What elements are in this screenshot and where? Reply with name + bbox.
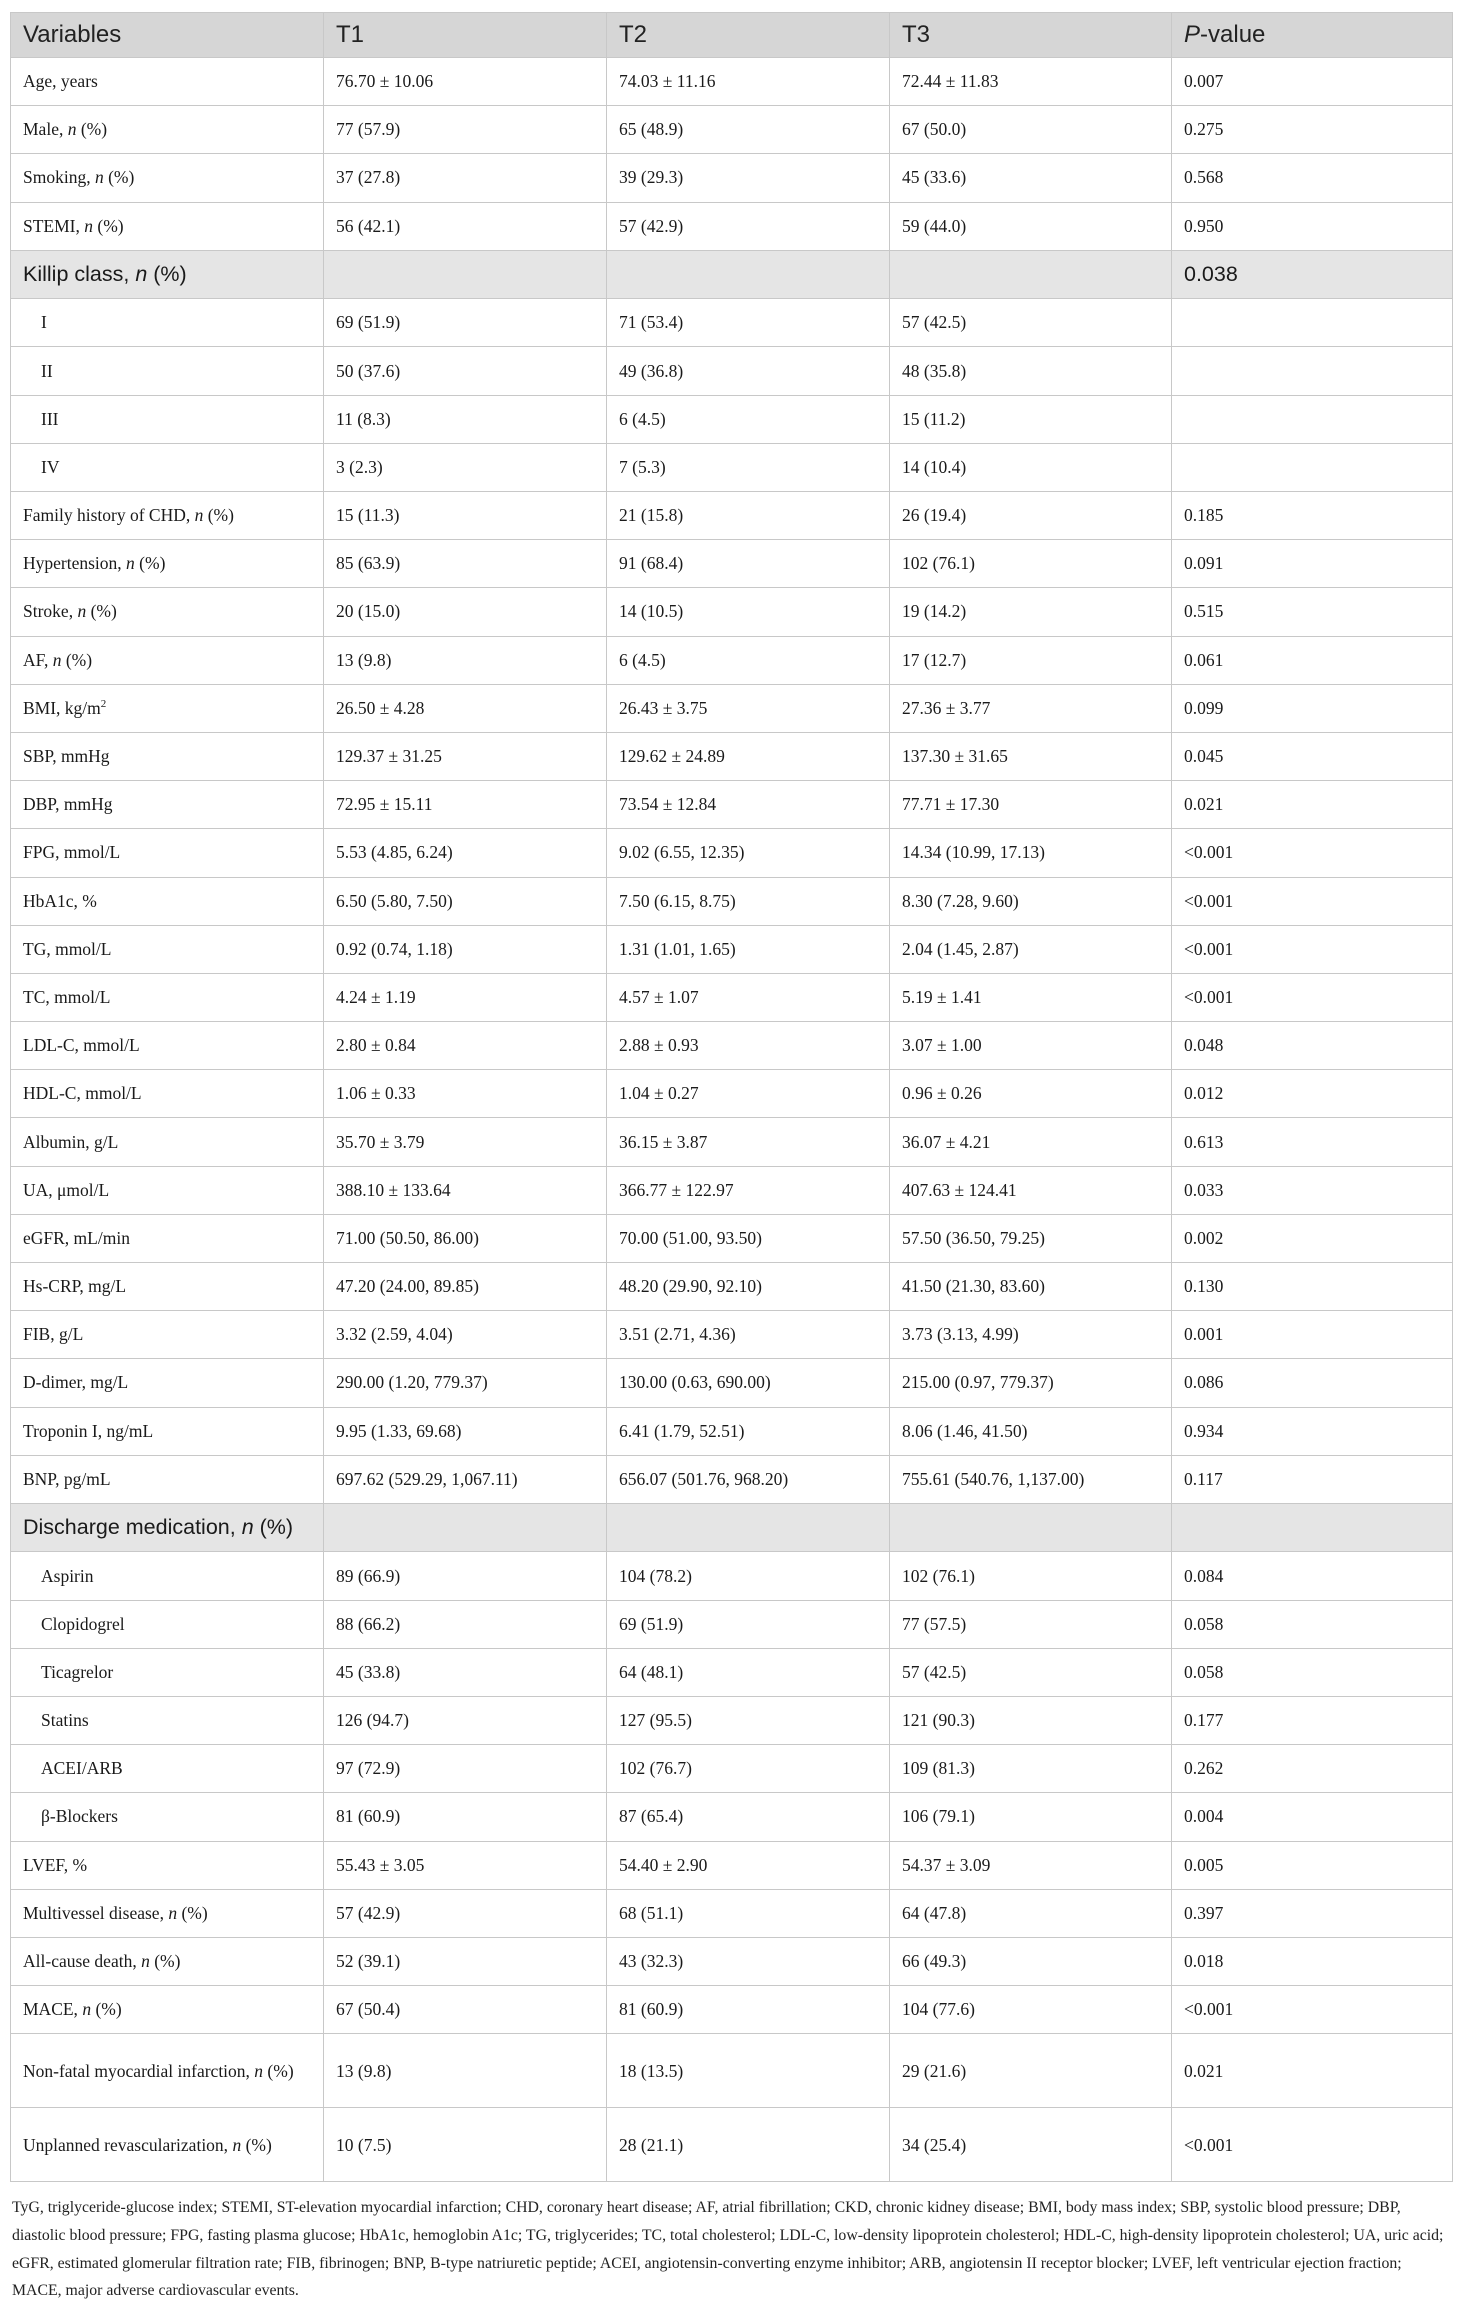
t3-cell: 45 (33.6) [890, 154, 1172, 202]
table-header-row [11, 13, 1453, 58]
t1-cell: 72.95 ± 15.11 [324, 781, 607, 829]
t2-cell: 127 (95.5) [607, 1697, 890, 1745]
table-row [11, 588, 1453, 636]
variable-cell: TC, mmol/L [11, 973, 324, 1021]
column-header-2: T2 [607, 13, 890, 58]
table-row [11, 443, 1453, 491]
t1-cell: 81 (60.9) [324, 1793, 607, 1841]
p-value-cell: 0.001 [1172, 1311, 1453, 1359]
variable-cell: D-dimer, mg/L [11, 1359, 324, 1407]
t1-cell: 6.50 (5.80, 7.50) [324, 877, 607, 925]
t3-cell: 66 (49.3) [890, 1937, 1172, 1985]
t1-cell: 290.00 (1.20, 779.37) [324, 1359, 607, 1407]
table-row [11, 492, 1453, 540]
t3-cell: 72.44 ± 11.83 [890, 58, 1172, 106]
t1-cell: 388.10 ± 133.64 [324, 1166, 607, 1214]
t2-cell: 21 (15.8) [607, 492, 890, 540]
t3-cell: 34 (25.4) [890, 2108, 1172, 2182]
t2-cell: 14 (10.5) [607, 588, 890, 636]
t3-cell: 77.71 ± 17.30 [890, 781, 1172, 829]
table-row [11, 154, 1453, 202]
variable-cell: Ticagrelor [11, 1648, 324, 1696]
variable-cell: Unplanned revascularization, n (%) [11, 2108, 324, 2182]
table-row [11, 1407, 1453, 1455]
table-row [11, 395, 1453, 443]
p-value-cell [1172, 299, 1453, 347]
table-row [11, 2108, 1453, 2182]
t3-cell: 2.04 (1.45, 2.87) [890, 925, 1172, 973]
variable-cell: SBP, mmHg [11, 732, 324, 780]
t2-cell: 65 (48.9) [607, 106, 890, 154]
table-row [11, 1118, 1453, 1166]
t1-cell: 77 (57.9) [324, 106, 607, 154]
table-footnote: TyG, triglyceride-glucose index; STEMI, ST-elevation myocardial infarction; CHD, coronary heart disease; AF, atrial fibrillation; CKD, chronic kidney disease; BMI, body mass index; SBP, systolic blood pressure; DBP, diastolic blood pressure; FPG, fasting plasma glucose; HbA1c, hemoglobin A1c; TG, triglycerides; TC, total cholesterol; LDL-C, low-density lipoprotein cholesterol; HDL-C, high-density lipoprotein cholesterol; UA, uric acid; eGFR, estimated glomerular filtration rate; FIB, fibrinogen; BNP, B-type natriuretic peptide; ACEI, angiotensin-converting enzyme inhibitor; ARB, angiotensin II receptor blocker; LVEF, left ventricular ejection fraction; MACE, major adverse cardiovascular events. [12, 2199, 1444, 2300]
variable-cell: Clopidogrel [11, 1600, 324, 1648]
p-value-cell: 0.275 [1172, 106, 1453, 154]
t1-cell: 1.06 ± 0.33 [324, 1070, 607, 1118]
t1-cell: 55.43 ± 3.05 [324, 1841, 607, 1889]
column-header-1: T1 [324, 13, 607, 58]
t1-cell: 129.37 ± 31.25 [324, 732, 607, 780]
table-row [11, 829, 1453, 877]
t2-cell: 68 (51.1) [607, 1889, 890, 1937]
p-value-cell: 0.061 [1172, 636, 1453, 684]
t1-cell: 3 (2.3) [324, 443, 607, 491]
variable-cell: STEMI, n (%) [11, 202, 324, 250]
variable-cell: Stroke, n (%) [11, 588, 324, 636]
t1-cell: 35.70 ± 3.79 [324, 1118, 607, 1166]
p-value-cell: 0.058 [1172, 1600, 1453, 1648]
variable-cell: III [11, 395, 324, 443]
variable-cell: I [11, 299, 324, 347]
t3-cell: 29 (21.6) [890, 2034, 1172, 2108]
t1-cell: 50 (37.6) [324, 347, 607, 395]
t2-cell: 57 (42.9) [607, 202, 890, 250]
t1-cell: 88 (66.2) [324, 1600, 607, 1648]
t3-cell: 137.30 ± 31.65 [890, 732, 1172, 780]
t2-cell: 1.31 (1.01, 1.65) [607, 925, 890, 973]
p-value-cell: 0.934 [1172, 1407, 1453, 1455]
t3-cell: 14 (10.4) [890, 443, 1172, 491]
t2-cell: 54.40 ± 2.90 [607, 1841, 890, 1889]
variable-cell: TG, mmol/L [11, 925, 324, 973]
variable-cell: BNP, pg/mL [11, 1455, 324, 1503]
t1-cell: 56 (42.1) [324, 202, 607, 250]
t3-cell [890, 250, 1172, 299]
t3-cell: 57 (42.5) [890, 1648, 1172, 1696]
table-row [11, 732, 1453, 780]
variable-cell: Multivessel disease, n (%) [11, 1889, 324, 1937]
t1-cell: 26.50 ± 4.28 [324, 684, 607, 732]
t1-cell: 97 (72.9) [324, 1745, 607, 1793]
p-value-cell: 0.084 [1172, 1552, 1453, 1600]
t3-cell: 57.50 (36.50, 79.25) [890, 1214, 1172, 1262]
p-value-cell: 0.048 [1172, 1022, 1453, 1070]
t3-cell: 17 (12.7) [890, 636, 1172, 684]
t3-cell: 755.61 (540.76, 1,137.00) [890, 1455, 1172, 1503]
p-value-cell: 0.004 [1172, 1793, 1453, 1841]
table-row [11, 1648, 1453, 1696]
table-row [11, 202, 1453, 250]
p-value-cell [1172, 1503, 1453, 1552]
table-row [11, 973, 1453, 1021]
table-row [11, 1745, 1453, 1793]
p-value-cell: 0.950 [1172, 202, 1453, 250]
p-value-cell: 0.613 [1172, 1118, 1453, 1166]
t1-cell: 697.62 (529.29, 1,067.11) [324, 1455, 607, 1503]
t3-cell: 121 (90.3) [890, 1697, 1172, 1745]
variable-cell: eGFR, mL/min [11, 1214, 324, 1262]
variable-cell: FPG, mmol/L [11, 829, 324, 877]
p-value-cell: 0.018 [1172, 1937, 1453, 1985]
variable-cell: HDL-C, mmol/L [11, 1070, 324, 1118]
t2-cell: 26.43 ± 3.75 [607, 684, 890, 732]
t3-cell: 3.73 (3.13, 4.99) [890, 1311, 1172, 1359]
t1-cell [324, 1503, 607, 1552]
t1-cell: 15 (11.3) [324, 492, 607, 540]
variable-cell: Non-fatal myocardial infarction, n (%) [11, 2034, 324, 2108]
t1-cell: 57 (42.9) [324, 1889, 607, 1937]
p-value-cell: 0.058 [1172, 1648, 1453, 1696]
variable-cell: AF, n (%) [11, 636, 324, 684]
p-value-cell [1172, 347, 1453, 395]
t1-cell [324, 250, 607, 299]
t1-cell: 67 (50.4) [324, 1986, 607, 2034]
p-value-cell: 0.038 [1172, 250, 1453, 299]
t3-cell: 14.34 (10.99, 17.13) [890, 829, 1172, 877]
t1-cell: 0.92 (0.74, 1.18) [324, 925, 607, 973]
t2-cell: 3.51 (2.71, 4.36) [607, 1311, 890, 1359]
t3-cell: 77 (57.5) [890, 1600, 1172, 1648]
t1-cell: 5.53 (4.85, 6.24) [324, 829, 607, 877]
p-value-cell: <0.001 [1172, 877, 1453, 925]
t2-cell: 1.04 ± 0.27 [607, 1070, 890, 1118]
table-row [11, 1070, 1453, 1118]
variable-cell: Hs-CRP, mg/L [11, 1263, 324, 1311]
table-row [11, 1359, 1453, 1407]
variable-cell: LVEF, % [11, 1841, 324, 1889]
variable-cell: BMI, $kg/m^2$ [11, 684, 324, 732]
variable-cell: DBP, mmHg [11, 781, 324, 829]
t1-cell: 47.20 (24.00, 89.85) [324, 1263, 607, 1311]
t2-cell: 129.62 ± 24.89 [607, 732, 890, 780]
p-value-cell: 0.005 [1172, 1841, 1453, 1889]
table-row [11, 1166, 1453, 1214]
table-row [11, 781, 1453, 829]
t2-cell: 81 (60.9) [607, 1986, 890, 2034]
variable-cell: ACEI/ARB [11, 1745, 324, 1793]
t1-cell: 76.70 ± 10.06 [324, 58, 607, 106]
t1-cell: 71.00 (50.50, 86.00) [324, 1214, 607, 1262]
t3-cell: 104 (77.6) [890, 1986, 1172, 2034]
p-value-cell [1172, 395, 1453, 443]
t1-cell: 9.95 (1.33, 69.68) [324, 1407, 607, 1455]
t2-cell: 6.41 (1.79, 52.51) [607, 1407, 890, 1455]
table-row [11, 347, 1453, 395]
p-value-cell: 0.130 [1172, 1263, 1453, 1311]
section-row [11, 250, 1453, 299]
baseline-characteristics-table [10, 12, 1453, 2182]
p-value-cell: 0.568 [1172, 154, 1453, 202]
t2-cell: 7 (5.3) [607, 443, 890, 491]
p-value-cell: 0.021 [1172, 781, 1453, 829]
t2-cell: 7.50 (6.15, 8.75) [607, 877, 890, 925]
table-row [11, 1455, 1453, 1503]
column-header-0: Variables [11, 13, 324, 58]
t3-cell: 26 (19.4) [890, 492, 1172, 540]
table-row [11, 106, 1453, 154]
variable-cell: MACE, n (%) [11, 1986, 324, 2034]
variable-cell: IV [11, 443, 324, 491]
section-row [11, 1503, 1453, 1552]
table-row [11, 58, 1453, 106]
t1-cell: 11 (8.3) [324, 395, 607, 443]
table-row [11, 1263, 1453, 1311]
t2-cell: 6 (4.5) [607, 636, 890, 684]
p-value-cell: 0.262 [1172, 1745, 1453, 1793]
p-value-cell: 0.007 [1172, 58, 1453, 106]
t1-cell: 13 (9.8) [324, 636, 607, 684]
t1-cell: 69 (51.9) [324, 299, 607, 347]
t3-cell: 54.37 ± 3.09 [890, 1841, 1172, 1889]
t1-cell: 13 (9.8) [324, 2034, 607, 2108]
t2-cell: 18 (13.5) [607, 2034, 890, 2108]
variable-cell: β-Blockers [11, 1793, 324, 1841]
t2-cell: 49 (36.8) [607, 347, 890, 395]
p-value-cell: 0.012 [1172, 1070, 1453, 1118]
variable-cell: Albumin, g/L [11, 1118, 324, 1166]
table-row [11, 1214, 1453, 1262]
t1-cell: 126 (94.7) [324, 1697, 607, 1745]
table-row [11, 1311, 1453, 1359]
p-value-cell: 0.099 [1172, 684, 1453, 732]
p-value-cell: 0.002 [1172, 1214, 1453, 1262]
t3-cell: 407.63 ± 124.41 [890, 1166, 1172, 1214]
t2-cell: 39 (29.3) [607, 154, 890, 202]
t3-cell: 36.07 ± 4.21 [890, 1118, 1172, 1166]
t3-cell: 64 (47.8) [890, 1889, 1172, 1937]
variable-cell: Family history of CHD, n (%) [11, 492, 324, 540]
table-row [11, 877, 1453, 925]
p-value-cell: <0.001 [1172, 1986, 1453, 2034]
variable-cell: Hypertension, n (%) [11, 540, 324, 588]
t3-cell: 5.19 ± 1.41 [890, 973, 1172, 1021]
t2-cell: 656.07 (501.76, 968.20) [607, 1455, 890, 1503]
t3-cell: 106 (79.1) [890, 1793, 1172, 1841]
t3-cell: 41.50 (21.30, 83.60) [890, 1263, 1172, 1311]
t2-cell: 4.57 ± 1.07 [607, 973, 890, 1021]
t2-cell: 48.20 (29.90, 92.10) [607, 1263, 890, 1311]
t2-cell: 87 (65.4) [607, 1793, 890, 1841]
table-row [11, 1937, 1453, 1985]
t3-cell: 109 (81.3) [890, 1745, 1172, 1793]
p-value-cell: 0.177 [1172, 1697, 1453, 1745]
table-row [11, 1022, 1453, 1070]
t2-cell: 69 (51.9) [607, 1600, 890, 1648]
table-row [11, 636, 1453, 684]
p-value-cell: 0.045 [1172, 732, 1453, 780]
t2-cell: 64 (48.1) [607, 1648, 890, 1696]
t2-cell: 91 (68.4) [607, 540, 890, 588]
t3-cell: 57 (42.5) [890, 299, 1172, 347]
table-row [11, 925, 1453, 973]
table-row [11, 1600, 1453, 1648]
t2-cell [607, 1503, 890, 1552]
t2-cell [607, 250, 890, 299]
p-value-cell: 0.185 [1172, 492, 1453, 540]
t2-cell: 74.03 ± 11.16 [607, 58, 890, 106]
p-value-cell: <0.001 [1172, 829, 1453, 877]
table-row [11, 1697, 1453, 1745]
table-row [11, 2034, 1453, 2108]
t1-cell: 45 (33.8) [324, 1648, 607, 1696]
table-body [11, 58, 1453, 2182]
p-value-cell: 0.515 [1172, 588, 1453, 636]
t1-cell: 2.80 ± 0.84 [324, 1022, 607, 1070]
p-value-cell: 0.091 [1172, 540, 1453, 588]
table-row [11, 1841, 1453, 1889]
t3-cell [890, 1503, 1172, 1552]
variable-cell: Discharge medication, n (%) [11, 1503, 324, 1552]
column-header-3: T3 [890, 13, 1172, 58]
variable-cell: Age, years [11, 58, 324, 106]
table-row [11, 1552, 1453, 1600]
t3-cell: 8.30 (7.28, 9.60) [890, 877, 1172, 925]
t2-cell: 9.02 (6.55, 12.35) [607, 829, 890, 877]
p-value-cell: <0.001 [1172, 973, 1453, 1021]
table-row [11, 299, 1453, 347]
variable-cell: Troponin I, ng/mL [11, 1407, 324, 1455]
t3-cell: 215.00 (0.97, 779.37) [890, 1359, 1172, 1407]
table-row [11, 1793, 1453, 1841]
t3-cell: 3.07 ± 1.00 [890, 1022, 1172, 1070]
p-value-cell: 0.397 [1172, 1889, 1453, 1937]
t3-cell: 8.06 (1.46, 41.50) [890, 1407, 1172, 1455]
t1-cell: 85 (63.9) [324, 540, 607, 588]
t2-cell: 130.00 (0.63, 690.00) [607, 1359, 890, 1407]
variable-cell: FIB, g/L [11, 1311, 324, 1359]
table-row [11, 1986, 1453, 2034]
t2-cell: 70.00 (51.00, 93.50) [607, 1214, 890, 1262]
variable-cell: HbA1c, % [11, 877, 324, 925]
t2-cell: 36.15 ± 3.87 [607, 1118, 890, 1166]
t2-cell: 6 (4.5) [607, 395, 890, 443]
t2-cell: 366.77 ± 122.97 [607, 1166, 890, 1214]
t1-cell: 20 (15.0) [324, 588, 607, 636]
t2-cell: 73.54 ± 12.84 [607, 781, 890, 829]
p-value-cell: 0.033 [1172, 1166, 1453, 1214]
p-value-cell [1172, 443, 1453, 491]
p-value-cell: <0.001 [1172, 2108, 1453, 2182]
variable-cell: Smoking, n (%) [11, 154, 324, 202]
table-container [10, 12, 1452, 2182]
variable-cell: Male, n (%) [11, 106, 324, 154]
t3-cell: 59 (44.0) [890, 202, 1172, 250]
t3-cell: 102 (76.1) [890, 1552, 1172, 1600]
p-value-cell: 0.021 [1172, 2034, 1453, 2108]
t3-cell: 19 (14.2) [890, 588, 1172, 636]
t1-cell: 3.32 (2.59, 4.04) [324, 1311, 607, 1359]
t2-cell: 43 (32.3) [607, 1937, 890, 1985]
variable-cell: Aspirin [11, 1552, 324, 1600]
p-value-cell: 0.086 [1172, 1359, 1453, 1407]
t1-cell: 4.24 ± 1.19 [324, 973, 607, 1021]
t1-cell: 37 (27.8) [324, 154, 607, 202]
p-value-cell: 0.117 [1172, 1455, 1453, 1503]
t1-cell: 10 (7.5) [324, 2108, 607, 2182]
table-row [11, 1889, 1453, 1937]
t3-cell: 67 (50.0) [890, 106, 1172, 154]
t2-cell: 102 (76.7) [607, 1745, 890, 1793]
table-row [11, 684, 1453, 732]
t3-cell: 15 (11.2) [890, 395, 1172, 443]
t2-cell: 28 (21.1) [607, 2108, 890, 2182]
variable-cell: All-cause death, n (%) [11, 1937, 324, 1985]
column-header-4: P-value [1172, 13, 1453, 58]
t1-cell: 52 (39.1) [324, 1937, 607, 1985]
t2-cell: 104 (78.2) [607, 1552, 890, 1600]
variable-cell: UA, μmol/L [11, 1166, 324, 1214]
t3-cell: 0.96 ± 0.26 [890, 1070, 1172, 1118]
p-value-cell: <0.001 [1172, 925, 1453, 973]
variable-cell: II [11, 347, 324, 395]
variable-cell: LDL-C, mmol/L [11, 1022, 324, 1070]
t1-cell: 89 (66.9) [324, 1552, 607, 1600]
variable-cell: Statins [11, 1697, 324, 1745]
t3-cell: 102 (76.1) [890, 540, 1172, 588]
t3-cell: 48 (35.8) [890, 347, 1172, 395]
table-row [11, 540, 1453, 588]
variable-cell: Killip class, n (%) [11, 250, 324, 299]
t2-cell: 71 (53.4) [607, 299, 890, 347]
t3-cell: 27.36 ± 3.77 [890, 684, 1172, 732]
t2-cell: 2.88 ± 0.93 [607, 1022, 890, 1070]
